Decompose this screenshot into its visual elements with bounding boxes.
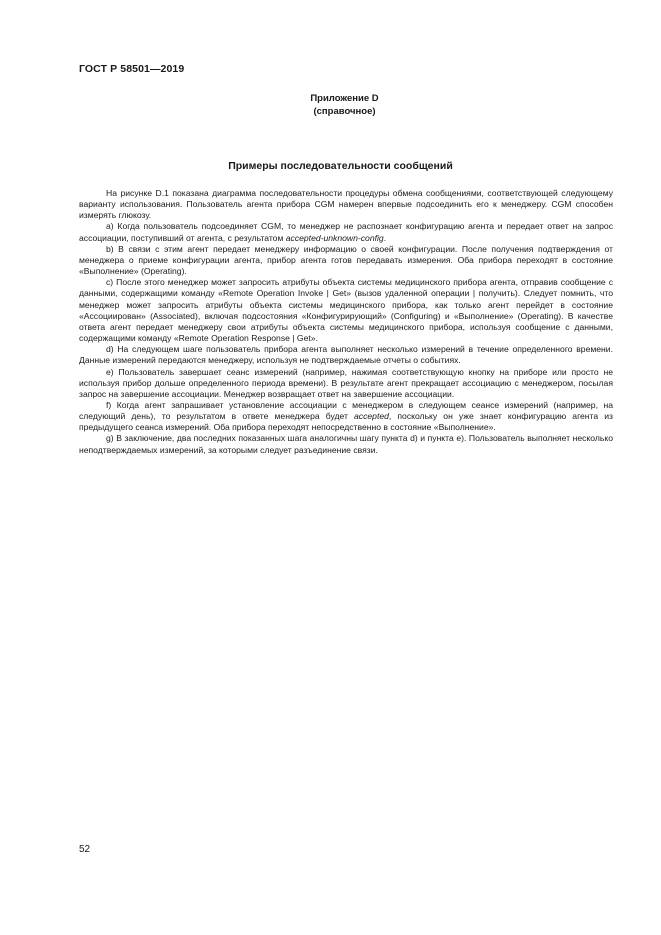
paragraph-step-e: e) Пользователь завершает сеанс измерений (например, нажимая соответствующую кнопку на приборе или просто не используя прибор дольше определенного периода времени). В результате агент прекращает ассоциацию с менеджером, посылая запрос на завершение ассоциации. Менеджер возвращает ответ на завершение ассоциации. xyxy=(79,366,613,399)
body-text xyxy=(79,188,613,456)
paragraph-step-c: c) После этого менеджер может запросить атрибуты объекта системы медицинского прибора агента, отправив сообщение с данными, содержащими команду «Remote Operation Invoke | Get» (вызов удаленной операции | получить). Следует помнить, что менеджер может запросить атрибуты объекта системы медицинского прибора, как только агент перейдет в состояние «Ассоциирован» (Associated), включая подсостояния «Конфигурирующий» (Configuring) и «Выполнение» (Operating). В качестве ответа агент передает менеджеру свои атрибуты объекта системы медицинского прибора, используя сообщение с данными, содержащими команду «Remote Operation Response | Get». xyxy=(79,277,613,344)
paragraph-step-b: b) В связи с этим агент передает менеджеру информацию о своей конфигурации. После получения подтверждения от менеджера о приеме конфигурации агента, прибор агента готов передавать измерения. Оба прибора переходят в состояние «Выполнение» (Operating). xyxy=(79,243,613,277)
paragraph-intro: На рисунке D.1 показана диаграмма последовательности процедуры обмена сообщениями, соответствующей следующему варианту использования. Пользователь агента прибора CGM намерен впервые подсоединить его к менеджеру. CGM способен измерять глюкозу. xyxy=(79,188,613,221)
appendix-title: Приложение D xyxy=(310,93,379,104)
section-title: Примеры последовательности сообщений xyxy=(228,160,453,172)
paragraph-step-f: f) Когда агент запрашивает установление ассоциации с менеджером в следующем сеансе измерений (например, на следующий день), то результатом в ответе менеджера будет accepted, поскольку он уже знает конфигурацию агента из предыдущего сеанса измерений. Оба прибора переходят непосредственно в состояние «Выполнение». xyxy=(79,399,613,433)
paragraph-step-a: a) Когда пользователь подсоединяет CGM, то менеджер не распознает конфигурацию агента и передает ответ на запрос ассоциации, поступивший от агента, с результатом accepted-unknown-config. xyxy=(79,221,613,243)
appendix-subtitle: (справочное) xyxy=(313,106,376,117)
result-term: accepted-unknown-config xyxy=(285,232,384,243)
paragraph-step-g: g) В заключение, два последних показанных шага аналогичны шагу пункта d) и пункта е). Пользователь выполняет несколько неподтверждаемых измерений, за которыми следует разъединение связи. xyxy=(79,433,613,455)
appendix-heading xyxy=(0,92,661,118)
standard-header: ГОСТ Р 58501—2019 xyxy=(79,63,185,75)
result-term: accepted xyxy=(354,411,389,422)
paragraph-step-d: d) На следующем шаге пользователь прибора агента выполняет несколько измерений в течение определенного времени. Данные измерений передаются менеджеру, используя не подтверждаемые отчеты о событиях. xyxy=(79,344,613,366)
page-number: 52 xyxy=(79,844,91,855)
